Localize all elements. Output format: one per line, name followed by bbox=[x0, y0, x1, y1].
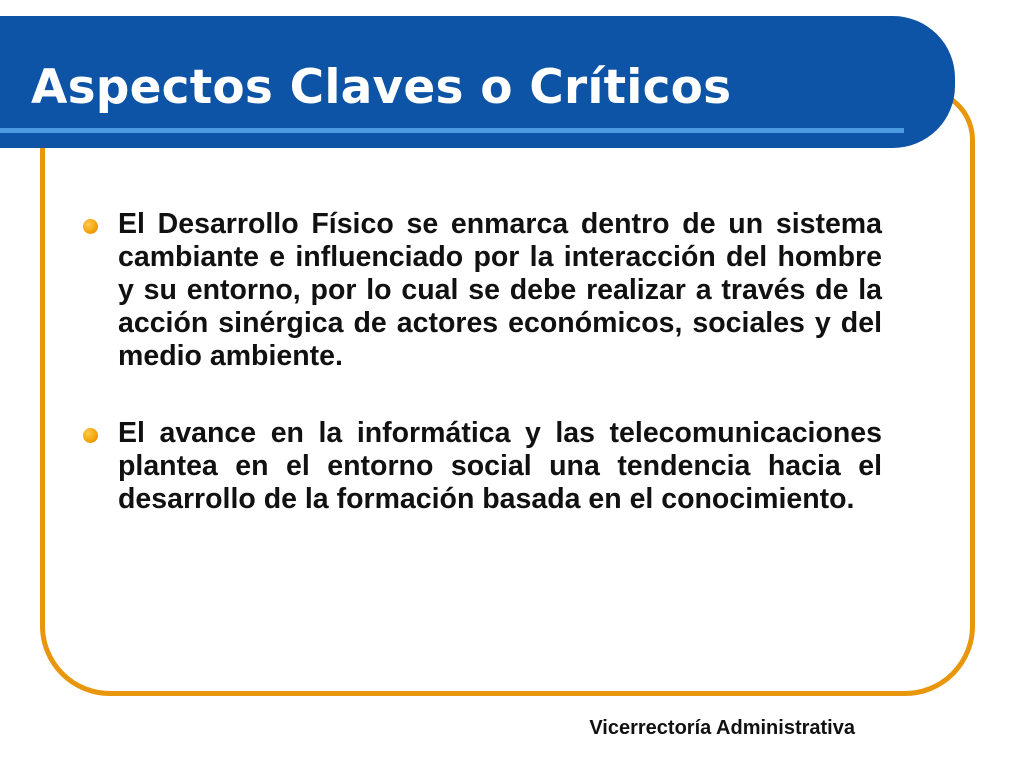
bullet-item bbox=[80, 208, 882, 373]
bullet-list bbox=[80, 208, 882, 560]
title-underline bbox=[0, 128, 904, 133]
bullet-item bbox=[80, 417, 882, 516]
orange-dot-icon bbox=[83, 219, 98, 234]
bullet-text: El avance en la informática y las telecomunicaciones plantea en el entorno social una tendencia hacia el desarrollo de la formación basada en el conocimiento. bbox=[118, 417, 882, 515]
slide-title: Aspectos Claves o Críticos bbox=[31, 60, 732, 115]
bullet-text: El Desarrollo Físico se enmarca dentro de un sistema cambiante e influenciado por la interacción del hombre y su entorno, por lo cual se debe realizar a través de la acción sinérgica de actores económicos, sociales y del medio ambiente. bbox=[118, 208, 882, 372]
orange-dot-icon bbox=[83, 428, 98, 443]
footer-label: Vicerrectoría Administrativa bbox=[589, 717, 855, 739]
